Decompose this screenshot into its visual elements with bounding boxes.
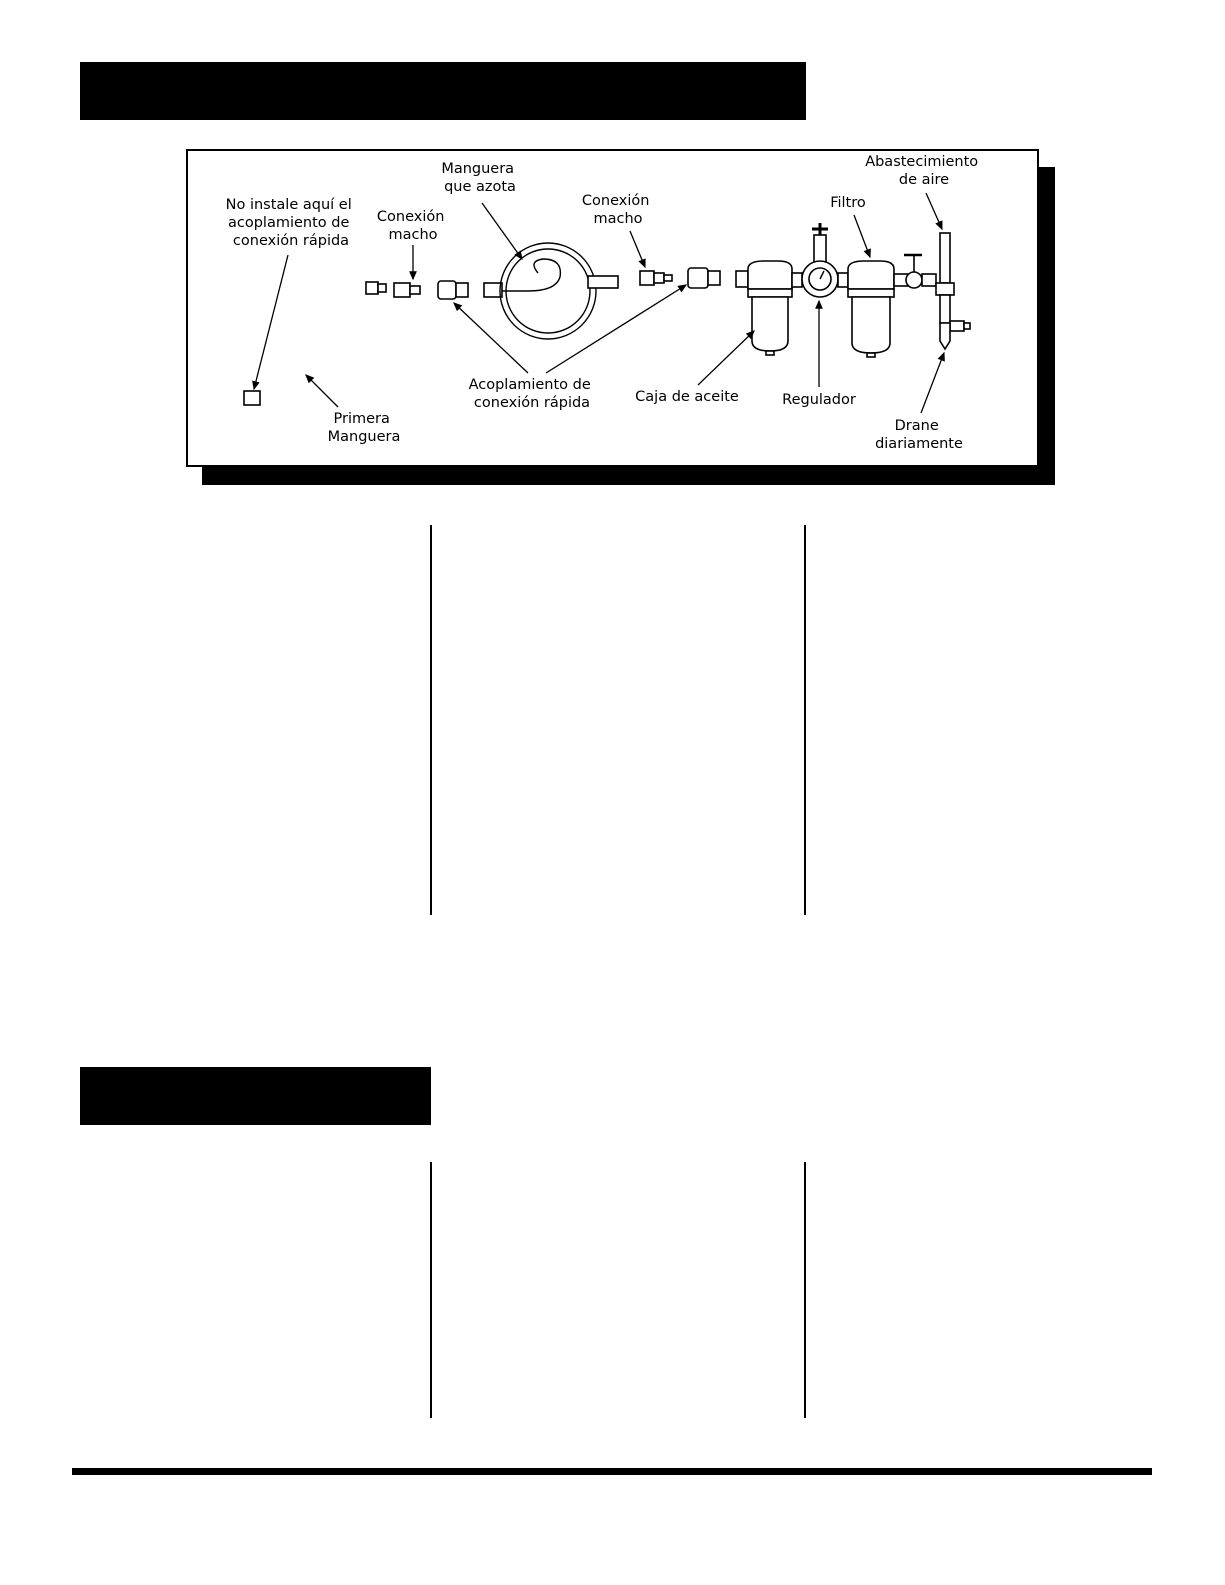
arrow-acoplamiento-1 [454, 303, 528, 373]
label-conexion-macho-1: Conexión macho [376, 209, 445, 243]
arrow-caja-aceite [698, 331, 754, 385]
column-divider [430, 1162, 432, 1418]
label-conexion-macho-2: Conexión macho [581, 193, 650, 227]
column-divider [804, 525, 806, 915]
label-caja-aceite: Caja de aceite [635, 389, 739, 405]
section-header-bar-top [80, 62, 806, 120]
arrow-drane [921, 353, 944, 413]
regulator [792, 223, 848, 297]
air-supply-pipe [936, 233, 970, 349]
arrow-conexion-macho-2 [630, 231, 645, 267]
footer-rule [72, 1468, 1152, 1475]
label-no-instale: No instale aquí el acoplamiento de conexión rápida [225, 197, 352, 249]
quick-coupling-1 [438, 281, 468, 299]
column-divider [804, 1162, 806, 1418]
arrow-manguera-azota [482, 203, 522, 259]
male-connector-1 [394, 283, 420, 297]
label-primera-manguera: Primera Manguera [327, 411, 401, 445]
label-abastecimiento: Abastecimiento de aire [865, 154, 979, 188]
arrow-no-instale [254, 255, 288, 389]
label-acoplamiento: Acoplamiento de conexión rápida [468, 377, 591, 411]
shutoff-valve [894, 255, 936, 288]
quick-coupling-2 [688, 268, 720, 288]
label-drane: Drane diariamente [875, 418, 963, 452]
section-header-bar-bottom [80, 1067, 431, 1125]
whip-hose [484, 243, 618, 339]
label-manguera-azota: Manguera que azota [441, 161, 516, 195]
air-supply-diagram [186, 149, 1039, 467]
column-divider [430, 525, 432, 915]
arrow-abastecimiento [926, 193, 942, 229]
label-filtro: Filtro [830, 195, 866, 211]
male-connector-2 [640, 271, 672, 285]
label-regulador: Regulador [782, 392, 856, 408]
filter [848, 261, 894, 357]
arrow-filtro [854, 215, 870, 257]
arrow-primera-manguera [306, 375, 338, 407]
